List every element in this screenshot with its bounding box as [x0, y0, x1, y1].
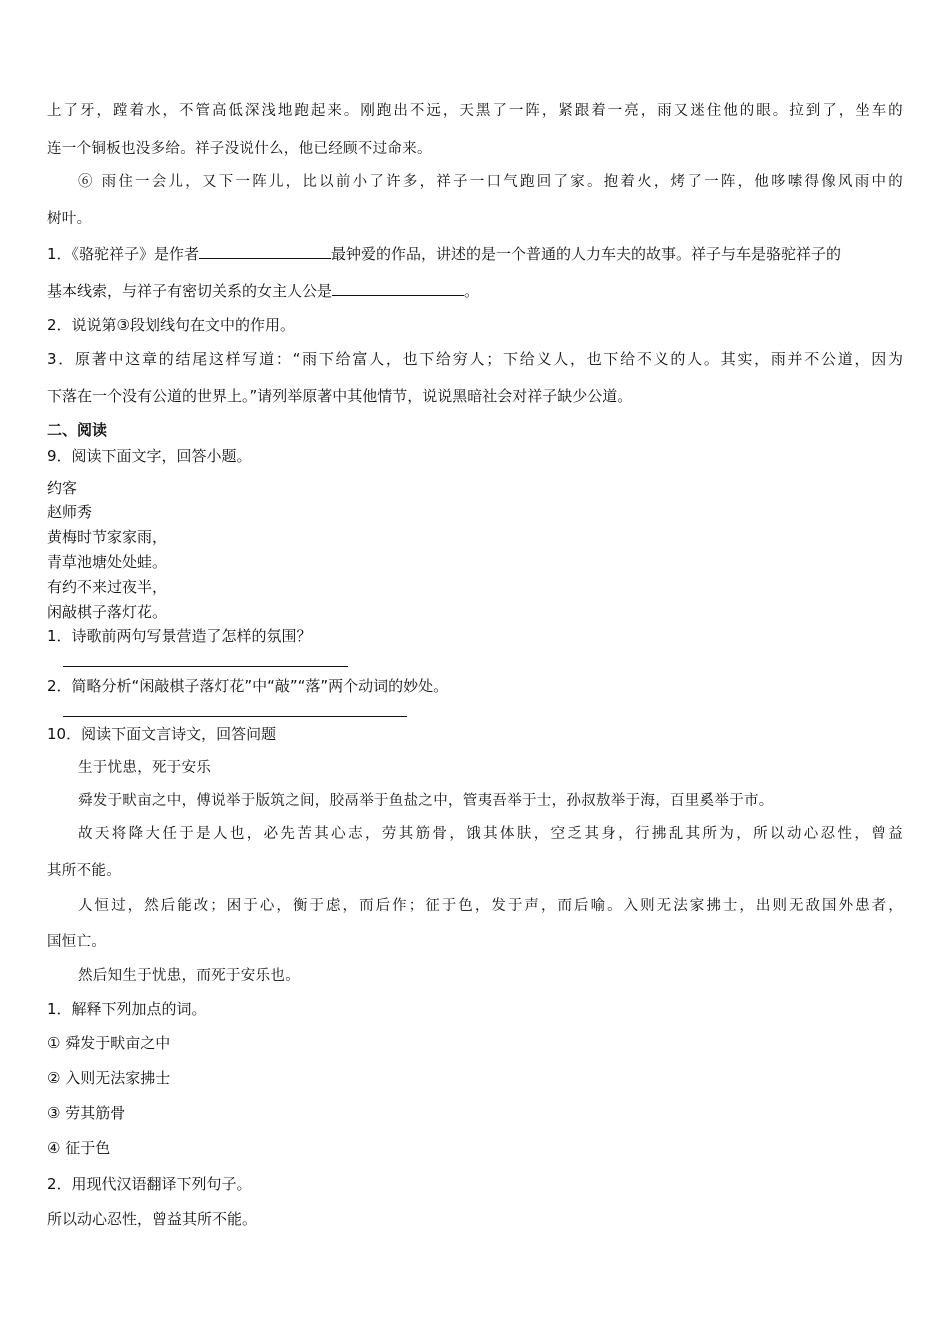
- passage-paragraph-6: ⑥ 雨住一会儿，又下一阵儿，比以前小了许多，祥子一口气跑回了家。抱着火，烤了一阵，他哆嗦得像风雨中的: [78, 174, 903, 190]
- answer-blank[interactable]: [332, 280, 464, 296]
- question-9-intro: 9．阅读下面文字，回答小题。: [47, 447, 252, 465]
- classical-paragraph-2: 故天将降大任于是人也，必先苦其心志，劳其筋骨，饿其体肤，空乏其身，行拂乱其所为，所以动心忍性，曾益: [78, 826, 903, 842]
- section-heading: 二、阅读: [47, 421, 108, 439]
- poem-line: 有约不来过夜半，: [47, 578, 168, 596]
- text-title: 生于忧患，死于安乐: [78, 760, 212, 776]
- question-text: 最钟爱的作品，讲述的是一个普通的人力车夫的故事。祥子与车是骆驼祥子的: [331, 245, 842, 263]
- poem-line: 青草池塘处处蛙。: [47, 553, 168, 571]
- question-9-2: 2．简略分析“闲敲棋子落灯花”中“敲”“落”两个动词的妙处。: [47, 677, 449, 695]
- classical-paragraph-3-cont: 国恒亡。: [47, 934, 107, 950]
- passage-line: 上了牙，蹚着水，不管高低深浅地跑起来。刚跑出不远，天黑了一阵，紧跟着一亮，雨又迷住他的眼。拉到了，坐车的: [47, 103, 903, 119]
- question-text: 基本线索，与祥子有密切关系的女主人公是: [47, 282, 333, 300]
- poem-line: 黄梅时节家家雨，: [47, 528, 168, 546]
- answer-line[interactable]: [63, 666, 348, 667]
- answer-line[interactable]: [63, 716, 407, 717]
- question-8-3-cont: 下落在一个没有公道的世界上。”请列举原著中其他情节，说说黑暗社会对祥子缺少公道。: [47, 387, 633, 405]
- question-text: 1．《骆驼祥子》是作者: [47, 245, 200, 263]
- word-item: ① 舜发于畎亩之中: [47, 1034, 171, 1052]
- question-10-1: 1．解释下列加点的词。: [47, 1000, 207, 1018]
- poem-author: 赵师秀: [47, 503, 93, 521]
- translation-sentence: 所以动心忍性，曾益其所不能。: [47, 1210, 258, 1228]
- passage-line: 连一个铜板也没多给。祥子没说什么，他已经顾不过命来。: [47, 141, 432, 157]
- answer-blank[interactable]: [199, 243, 331, 259]
- question-8-3: 3．原著中这章的结尾这样写道：“雨下给富人，也下给穷人；下给义人，也下给不义的人。其实，雨并不公道，因为: [47, 350, 903, 368]
- classical-paragraph-4: 然后知生于忧患，而死于安乐也。: [78, 968, 300, 984]
- question-9-1: 1．诗歌前两句写景营造了怎样的氛围？: [47, 627, 312, 645]
- question-8-1-cont: [47, 280, 479, 301]
- poem-line: 闲敲棋子落灯花。: [47, 603, 168, 621]
- question-10-intro: 10．阅读下面文言诗文，回答问题: [47, 725, 277, 743]
- poem-title: 约客: [47, 479, 78, 497]
- word-item: ④ 征于色: [47, 1139, 111, 1157]
- word-item: ② 入则无法家拂士: [47, 1069, 171, 1087]
- word-item: ③ 劳其筋骨: [47, 1104, 126, 1122]
- classical-paragraph-3: 人恒过，然后能改；困于心，衡于虑，而后作；征于色，发于声，而后喻。入则无法家拂士，出则无敌国外患者，: [78, 898, 903, 914]
- question-text: 。: [464, 282, 480, 300]
- question-10-2: 2．用现代汉语翻译下列句子。: [47, 1175, 252, 1193]
- classical-paragraph-2-cont: 其所不能。: [47, 863, 121, 879]
- passage-line: 树叶。: [47, 211, 92, 227]
- classical-paragraph-1: 舜发于畎亩之中，傅说举于版筑之间，胶鬲举于鱼盐之中，管夷吾举于士，孙叔敖举于海，百里奚举于市。: [78, 793, 774, 809]
- question-8-1: [47, 243, 841, 264]
- question-8-2: 2．说说第③段划线句在文中的作用。: [47, 316, 295, 334]
